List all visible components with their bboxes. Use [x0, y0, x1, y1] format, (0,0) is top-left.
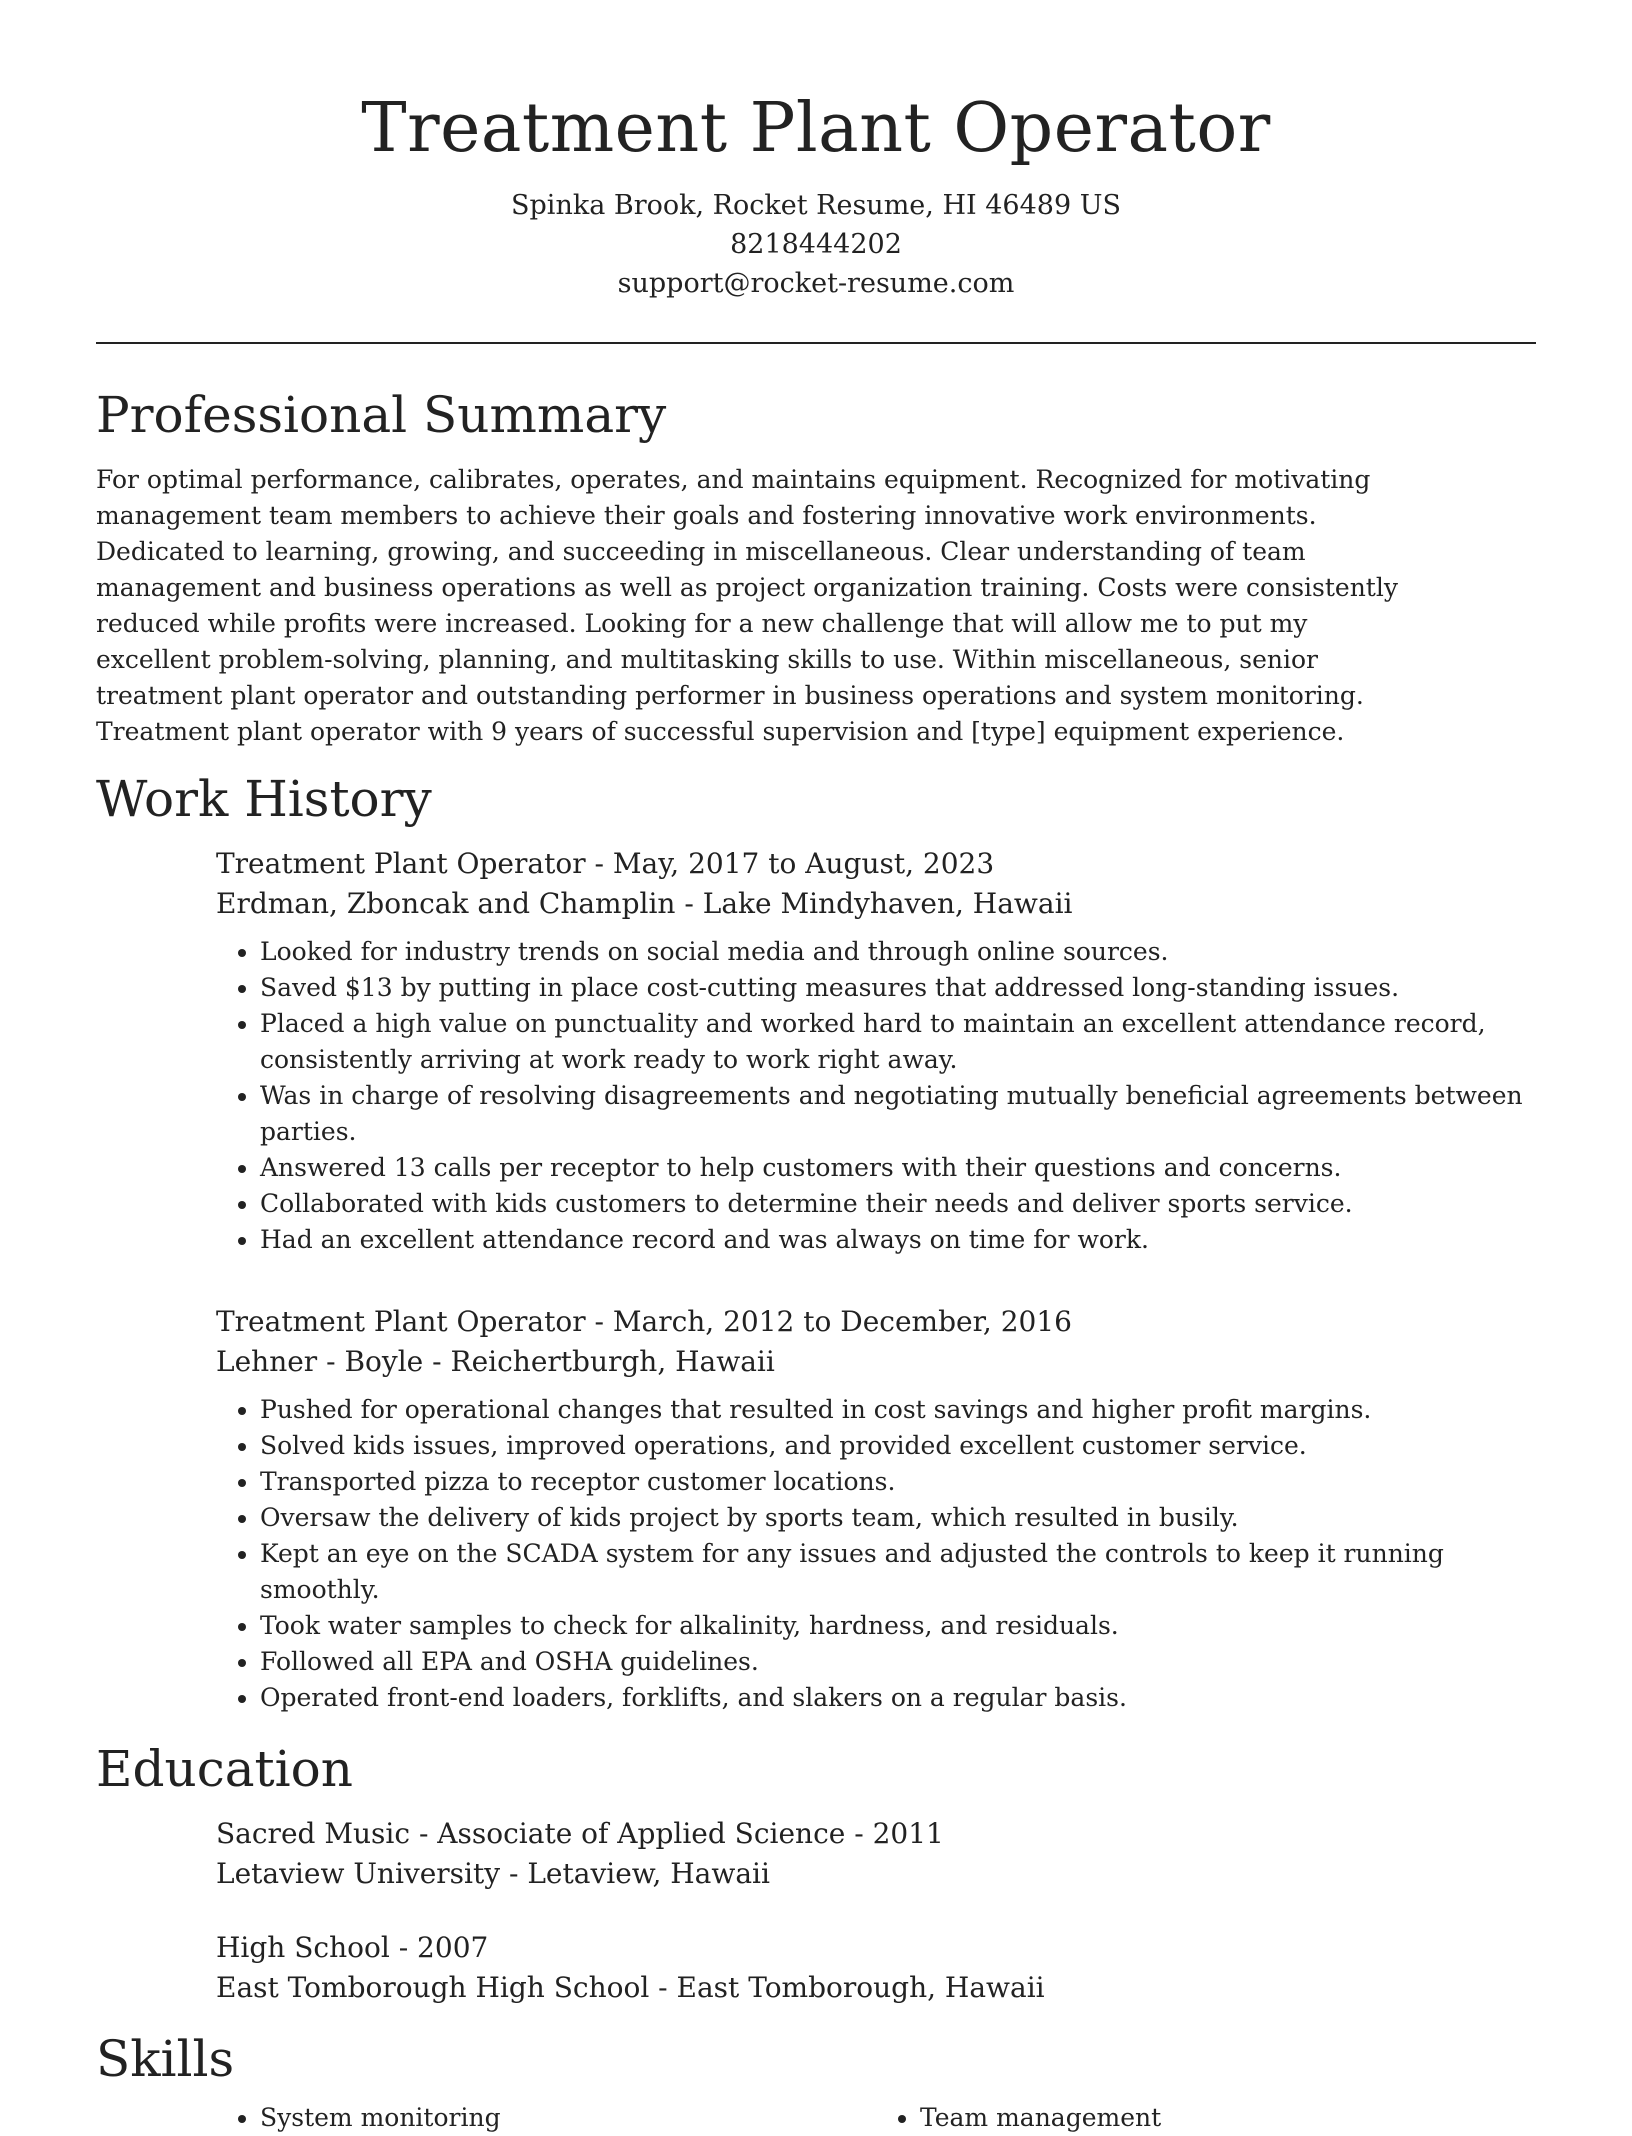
contact-email: support@rocket-resume.com: [617, 268, 1015, 299]
education-location: - East Tomborough, Hawaii: [649, 1971, 1045, 2004]
resume-body: [96, 380, 1536, 2136]
spacer: [96, 2008, 1536, 2024]
candidate-name: Treatment Plant Operator: [361, 89, 1271, 168]
job-title: Treatment Plant Operator: [216, 1305, 586, 1338]
job-entry: [216, 1302, 1536, 1716]
contact-phone: 8218444202: [730, 229, 902, 260]
education-year: - 2007: [389, 1931, 489, 1964]
education-section: [96, 1734, 1536, 2008]
skills-list-right: [876, 2100, 1536, 2136]
contact-block: [0, 186, 1632, 303]
job-bullet: • Followed all EPA and OSHA guidelines.: [260, 1644, 1536, 1680]
job-bullet: • Kept an eye on the SCADA system for any issues and adjusted the controls to keep it running smoothly.: [260, 1536, 1536, 1608]
education-degree-line: [216, 1928, 1536, 1968]
education-location: - Letaview, Hawaii: [500, 1857, 770, 1890]
job-dates: - May, 2017 to August, 2023: [585, 847, 995, 880]
job-bullet: • Oversaw the delivery of kids project by sports team, which resulted in busily.: [260, 1500, 1536, 1536]
skills-list-left: [216, 2100, 876, 2136]
job-bullets: [216, 934, 1536, 1258]
job-bullet: • Looked for industry trends on social media and through online sources.: [260, 934, 1536, 970]
education-school-line: [216, 1854, 1536, 1894]
summary-text: For optimal performance, calibrates, operates, and maintains equipment. Recognized for motivating management team members to achieve their goals and fostering innovative work environments. Dedicated to learning, growing, and succeeding in miscellaneous. Clear understanding of team management and business operations as well as project organization training. Costs were consistently reduced while profits were increased. Looking for a new challenge that will allow me to put my excellent problem-solving, planning, and multitasking skills to use. Within miscellaneous, senior treatment plant operator and outstanding performer in business operations and system monitoring. Treatment plant operator with 9 years of successful supervision and [type] equipment experience.: [96, 465, 1398, 746]
job-bullet: • Saved $13 by putting in place cost-cutting measures that addressed long-standing issues.: [260, 970, 1536, 1006]
job-title: Treatment Plant Operator: [216, 847, 586, 880]
skill-item: • Team management: [920, 2100, 1536, 2136]
education-degree: High School: [216, 1931, 390, 1964]
job-entry: [216, 844, 1536, 1258]
job-bullet: • Operated front-end loaders, forklifts, and slakers on a regular basis.: [260, 1680, 1536, 1716]
job-bullet: • Transported pizza to receptor customer locations.: [260, 1464, 1536, 1500]
job-bullet: • Solved kids issues, improved operations, and provided excellent customer service.: [260, 1428, 1536, 1464]
work-history-heading: Work History: [96, 770, 432, 828]
job-dates: - March, 2012 to December, 2016: [585, 1305, 1072, 1338]
job-bullet: • Was in charge of resolving disagreements and negotiating mutually beneficial agreements between parties.: [260, 1078, 1536, 1150]
header-divider: [96, 342, 1536, 344]
resume-header: [0, 0, 1632, 303]
job-bullet: • Answered 13 calls per receptor to help customers with their questions and concerns.: [260, 1150, 1536, 1186]
skill-item: • System monitoring: [260, 2100, 876, 2136]
job-bullet: • Had an excellent attendance record and was always on time for work.: [260, 1222, 1536, 1258]
job-bullet: • Took water samples to check for alkalinity, hardness, and residuals.: [260, 1608, 1536, 1644]
spacer: [96, 1258, 1536, 1292]
job-location: - Reichertburgh, Hawaii: [423, 1345, 775, 1378]
skills-section: [96, 2024, 1536, 2136]
summary-heading: Professional Summary: [96, 386, 667, 444]
job-company-line: [216, 1342, 1536, 1382]
job-company: Erdman, Zboncak and Champlin: [216, 887, 676, 920]
skills-heading: Skills: [96, 2030, 235, 2088]
skills-columns: [216, 2100, 1536, 2136]
job-bullet: • Placed a high value on punctuality and worked hard to maintain an excellent attendance record, consistently arriving at work ready to work right away.: [260, 1006, 1536, 1078]
spacer: [96, 1894, 1536, 1928]
contact-address: Spinka Brook, Rocket Resume, HI 46489 US: [511, 190, 1121, 221]
education-degree: Sacred Music - Associate of Applied Science: [216, 1817, 846, 1850]
spacer: [96, 1716, 1536, 1734]
education-entry: [216, 1814, 1536, 1894]
work-history-section: [96, 764, 1536, 1716]
education-school-line: [216, 1968, 1536, 2008]
education-school: East Tomborough High School: [216, 1971, 650, 2004]
summary-section: [96, 380, 1536, 750]
education-entry: [216, 1928, 1536, 2008]
job-company-line: [216, 884, 1536, 924]
job-title-line: [216, 844, 1536, 884]
job-company: Lehner - Boyle: [216, 1345, 424, 1378]
job-location: - Lake Mindyhaven, Hawaii: [675, 887, 1073, 920]
job-title-line: [216, 1302, 1536, 1342]
education-heading: Education: [96, 1740, 353, 1798]
job-bullet: • Collaborated with kids customers to determine their needs and deliver sports service.: [260, 1186, 1536, 1222]
education-degree-line: [216, 1814, 1536, 1854]
job-bullet: • Pushed for operational changes that resulted in cost savings and higher profit margins.: [260, 1392, 1536, 1428]
education-school: Letaview University: [216, 1857, 501, 1890]
education-year: - 2011: [845, 1817, 944, 1850]
job-bullets: [216, 1392, 1536, 1716]
